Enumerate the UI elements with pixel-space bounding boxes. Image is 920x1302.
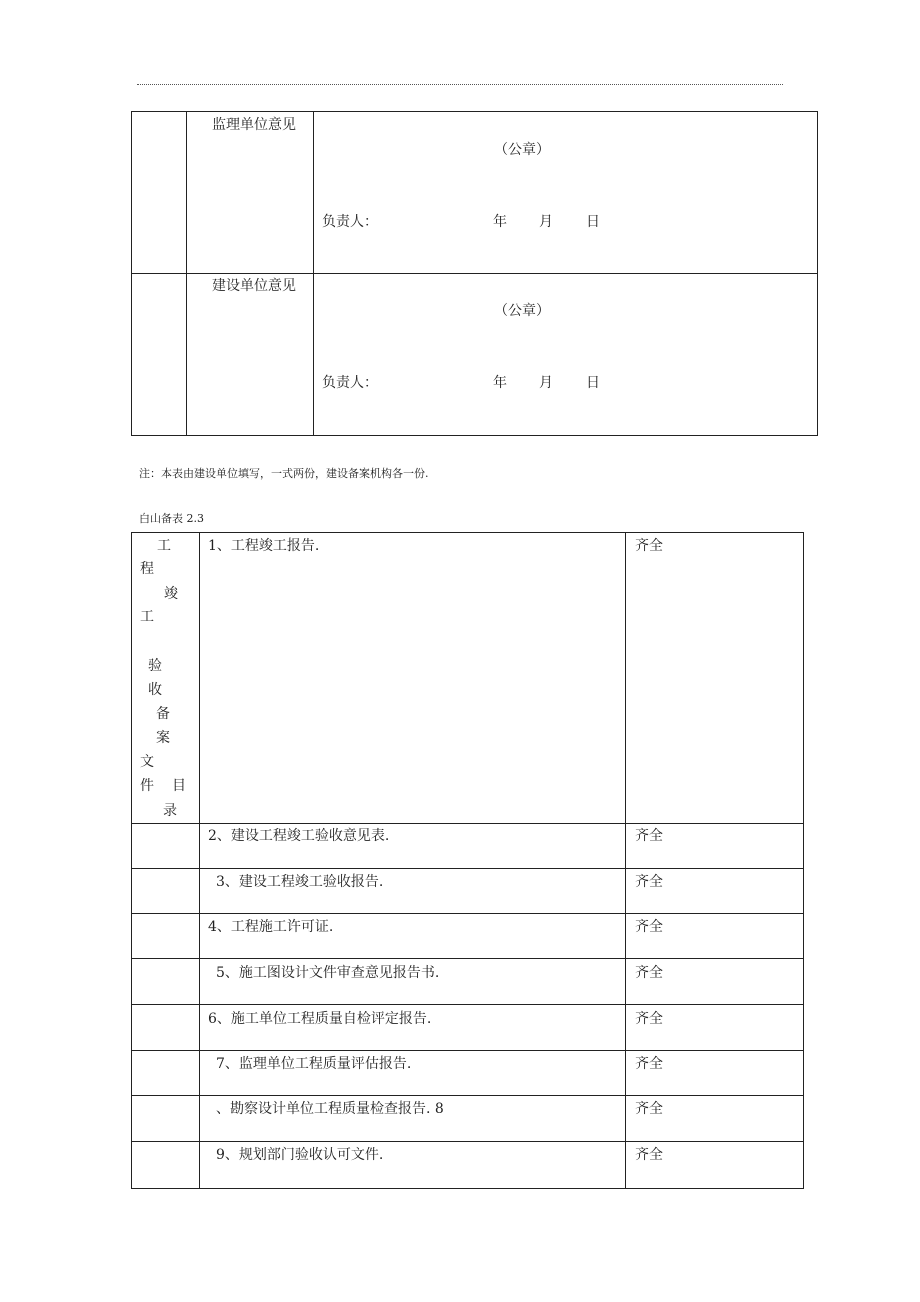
catalog-item-status: 齐全 <box>635 919 663 935</box>
approval-row-divider <box>131 273 818 274</box>
catalog-row-divider <box>131 913 804 914</box>
year-label: 年 <box>493 375 507 391</box>
side-label-char: 工 <box>140 609 154 625</box>
catalog-item-text: 9、规划部门验收认可文件. <box>216 1147 384 1163</box>
side-label-char: 案 <box>156 730 170 746</box>
catalog-item-text: 5、施工图设计文件审查意见报告书. <box>216 965 440 981</box>
catalog-row-divider <box>131 1050 804 1051</box>
catalog-row-divider <box>131 1141 804 1142</box>
catalog-row-divider <box>131 823 804 824</box>
side-label-char: 件 <box>140 778 154 794</box>
catalog-item-status: 齐全 <box>635 1056 663 1072</box>
catalog-col-divider-1 <box>199 532 200 1189</box>
header-rule <box>137 84 783 85</box>
year-label: 年 <box>493 214 507 230</box>
side-label-char: 录 <box>163 803 177 819</box>
catalog-row-divider <box>131 868 804 869</box>
side-label-char: 收 <box>148 682 162 698</box>
catalog-item-status: 齐全 <box>635 1101 663 1117</box>
side-label-char: 程 <box>140 561 154 577</box>
catalog-item-status: 齐全 <box>635 538 663 554</box>
approval-row-label: 监理单位意见 <box>212 117 296 133</box>
day-label: 日 <box>586 214 600 230</box>
side-label-char: 文 <box>140 754 154 770</box>
side-label-char: 目 <box>172 778 186 794</box>
catalog-table <box>131 532 804 1189</box>
catalog-item-status: 齐全 <box>635 1011 663 1027</box>
catalog-item-text: 2、建设工程竣工验收意见表. <box>208 828 390 844</box>
approval-row-label: 建设单位意见 <box>212 278 296 294</box>
side-label-char: 备 <box>156 706 170 722</box>
catalog-item-text: 7、监理单位工程质量评估报告. <box>216 1056 412 1072</box>
day-label: 日 <box>586 375 600 391</box>
side-label-char: 工 <box>157 538 171 554</box>
catalog-item-status: 齐全 <box>635 828 663 844</box>
side-label-char: 竣 <box>164 586 178 602</box>
catalog-item-text: 6、施工单位工程质量自检评定报告. <box>208 1011 432 1027</box>
form-number-label: 白山备表 2.3 <box>139 512 204 525</box>
table-note: 注：本表由建设单位填写，一式两份，建设备案机构各一份. <box>139 467 429 480</box>
person-in-charge-label: 负责人： <box>322 375 378 391</box>
catalog-col-divider-2 <box>625 532 626 1189</box>
seal-text: （公章） <box>494 142 550 158</box>
seal-text: （公章） <box>494 303 550 319</box>
catalog-item-status: 齐全 <box>635 965 663 981</box>
catalog-item-text: 4、工程施工许可证. <box>208 919 334 935</box>
catalog-item-status: 齐全 <box>635 1147 663 1163</box>
catalog-row-divider <box>131 958 804 959</box>
side-label-char: 验 <box>148 658 162 674</box>
catalog-item-status: 齐全 <box>635 874 663 890</box>
month-label: 月 <box>539 214 553 230</box>
month-label: 月 <box>539 375 553 391</box>
catalog-item-text: 1、工程竣工报告. <box>208 538 320 554</box>
catalog-item-text: 3、建设工程竣工验收报告. <box>216 874 384 890</box>
catalog-row-divider <box>131 1095 804 1096</box>
catalog-item-text: 、勘察设计单位工程质量检查报告. 8 <box>216 1101 444 1117</box>
catalog-row-divider <box>131 1004 804 1005</box>
person-in-charge-label: 负责人： <box>322 214 378 230</box>
